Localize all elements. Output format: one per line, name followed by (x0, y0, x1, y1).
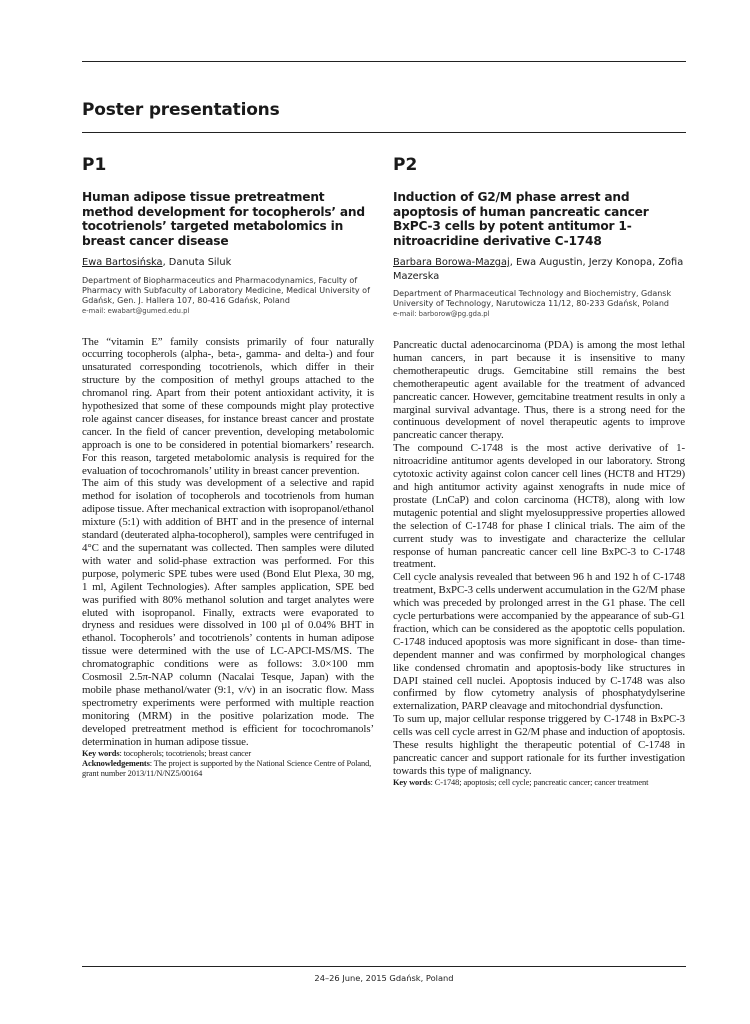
keywords-text: : C-1748; apoptosis; cell cycle; pancreatic cancer; cancer treatment (430, 777, 649, 787)
abstract-p2 (393, 155, 685, 788)
presenting-author: Ewa Bartosińska (82, 257, 163, 268)
acknowledgements-label: Acknowledgements (82, 758, 150, 768)
abstract-body (393, 339, 685, 788)
affiliation: Department of Pharmaceutical Technology and Biochemistry, Gdansk University of Technology, Narutowicza 11/12, 80-233 Gdańsk, Poland (393, 289, 672, 308)
co-authors: , Danuta Siluk (162, 257, 232, 268)
abstract-number: P1 (82, 155, 107, 175)
body-paragraph: The compound C-1748 is the most active derivative of 1-nitroacridine antitumor agents developed in our laboratory. Strong cytotoxic activity against colon cancer cell lines (HCT8 and HT29) and high antitumor activity against xenografts in nude mice of prostate (LnCaP) and colon carcinoma (HCT8), along with low mutagenic potential and slight myelosuppressive properties allowed the selection of C-1748 for phase I clinical trials. The aim of the current study was to investigate and characterize the cellular response of human pancreatic cancer cell line BxPC-3 to C-1748 treatment. (393, 442, 685, 571)
keywords (393, 778, 685, 788)
body-paragraph: The “vitamin E” family consists primarily of four naturally occurring tocopherols (alpha-, beta-, gamma- and delta-) and four unsaturated corresponding tocotrienols, which differ in their structure by the composition of methyl groups attached to the chromanol ring. Apart from their potent antioxidant activity, it is hypothesized that some of these compounds might play protective role against cancer diseases, for instance breast cancer and prostate cancer. In the field of cancer prevention, developing metabolomic approach is one to be considered in potential biomarkers’ research. For this reason, targeted metabolomic analysis is required for the evaluation of tocochromanols’ utility in breast cancer prevention. (82, 335, 374, 477)
author-email: e-mail: barborow@pg.gda.pl (393, 310, 490, 318)
keywords-text: : tocopherols; tocotrienols; breast cancer (119, 748, 252, 758)
footer-rule (82, 966, 686, 967)
acknowledgements (82, 759, 374, 780)
author-list (393, 256, 685, 283)
top-rule (82, 61, 686, 62)
affiliation: Department of Biopharmaceutics and Pharmacodynamics, Faculty of Pharmacy with Subfaculty of Laboratory Medicine, Medical University of Gdańsk, Gen. J. Hallera 107, 80-416 Gdańsk, Poland (82, 275, 370, 305)
keywords-label: Key words (82, 748, 120, 758)
section-rule (82, 132, 686, 133)
body-paragraph: Cell cycle analysis revealed that between 96 h and 192 h of C-1748 treatment, BxPC-3 cells underwent accumulation in the G2/M phase which was preceded by prolonged arrest in the G1 phase. The cell cycle perturbations were accompanied by the appearance of sub-G1 fraction, which can be considered as the apoptotic cells population. C-1748 induced apoptosis was more significant in dose- than time-dependent manner and was confirmed by morphological changes like condensed chromatin and apoptosis-body like structures in DAPI stained cell nuclei. Apoptosis induced by C-1748 was also confirmed by flow cytometry analysis of phosphatydylserine externalization, PARP cleavage and mitochondrial dysfunction. (393, 571, 685, 713)
acknowledgements-text: : The project is supported by the National Science Centre of Poland, grant number 2013/11/N/NZ5/00164 (82, 758, 372, 779)
author-list (82, 256, 374, 270)
body-paragraph: The aim of this study was development of a selective and rapid method for isolation of tocopherols and tocotrienols from human adipose tissue. After mechanical extraction with isopropanol/ethanol mixture (5:1) with addition of BHT and in the presence of internal standard (deuterated alpha-tocopherol), samples were centrifuged in 4°C and the supernatant was collected. Then samples were diluted with water and solid-phase extraction was performed. For this purpose, polymeric SPE tubes were used (Bond Elut Plexa, 30 mg, 1 ml, Agilent Technologies). After samples application, SPE bed was purified with 80% methanol solution and target analytes were eluted with isopropanol. Finally, extracts were evaporated to dryness and residues were dissolved in 100 µl of 0.04% BHT in ethanol. Tocopherols’ and tocotrienols’ contents in human adipose tissue were determined with the use of LC-APCI-MS/MS. The chromatographic conditions were as follows: 3.0×100 mm Cosmosil 2.5π-NAP column (Nacalai Tesque, Japan) with the mobile phase methanol/water (9:1, v/v) in an isocratic flow. Mass spectrometry experiments were performed with multiple reaction monitoring (MRM) in the positive polarization mode. The developed pretreatment method is efficient for tocochromanols’ determination in human adipose tissue. (82, 477, 374, 748)
author-email: e-mail: ewabart@gumed.edu.pl (82, 306, 190, 315)
keywords (82, 749, 374, 759)
abstract-p1 (82, 155, 374, 780)
body-paragraph: Pancreatic ductal adenocarcinoma (PDA) is among the most lethal human cancers, in part because it is insensitive to many chemotherapeutic drugs. Gemcitabine still remains the best chemotherapeutic agent available for the treatment of advanced pancreatic cancer. However, gemcitabine treatment results in only a marginal survival advantage. Thus, there is a strong need for the continuous development of novel therapeutic agents to improve pancreatic cancer therapy. (393, 339, 685, 442)
section-title: Poster presentations (82, 100, 280, 120)
keywords-label: Key words (393, 777, 431, 787)
abstract-number: P2 (393, 155, 418, 175)
abstract-title: Human adipose tissue pretreatment method development for tocopherols’ and tocotrienols’ targeted metabolomics in breast cancer disease (82, 190, 365, 248)
body-paragraph: To sum up, major cellular response triggered by C-1748 in BxPC-3 cells was cell cycle arrest in G2/M phase and induction of apoptosis. These results highlight the therapeutic potential of C-1748 in pancreatic cancer and support rationale for its further investigation towards this type of malignancy. (393, 713, 685, 777)
co-authors: , Ewa Augustin, Jerzy Konopa, Zofia Mazerska (393, 257, 684, 282)
presenting-author: Barbara Borowa-Mazgaj (393, 257, 510, 268)
page-footer: 24–26 June, 2015 Gdańsk, Poland (314, 973, 454, 983)
abstract-title: Induction of G2/M phase arrest and apoptosis of human pancreatic cancer BxPC-3 cells by potent antitumor 1-nitroacridine derivative C-1748 (393, 190, 649, 248)
abstract-body (82, 336, 374, 780)
